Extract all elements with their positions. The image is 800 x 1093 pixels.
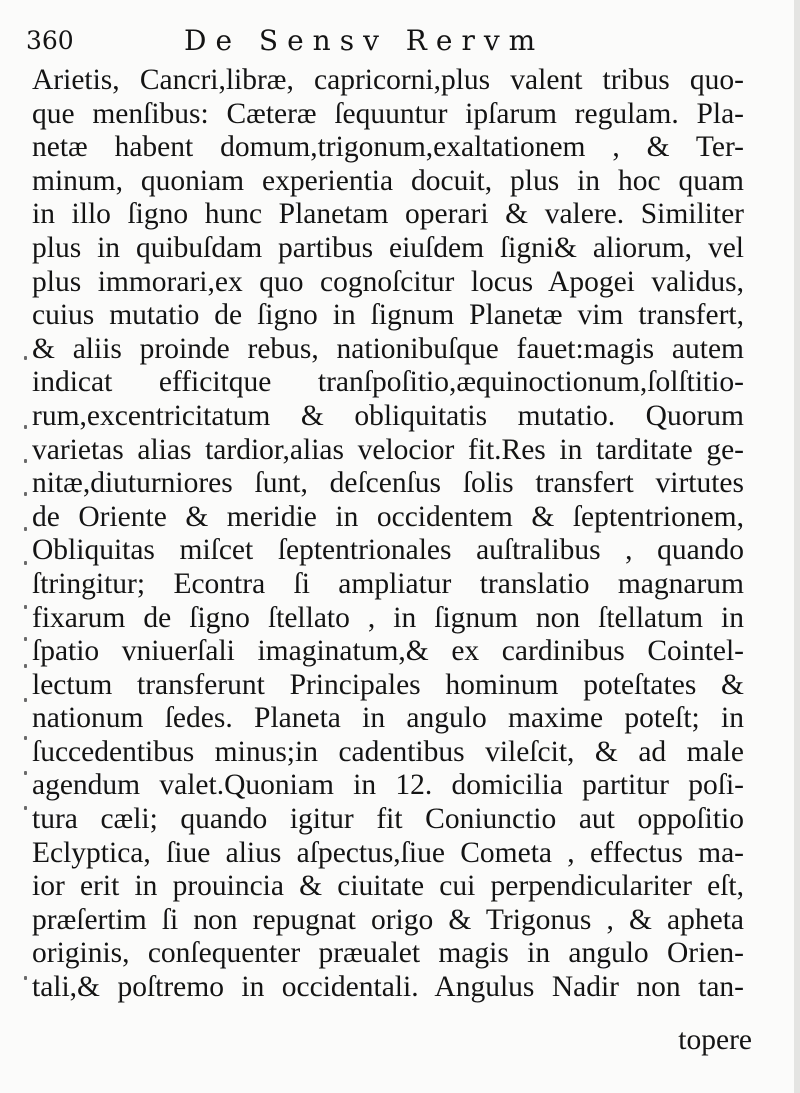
margin-mark [24, 976, 27, 980]
text-line: lectum transferunt Principales hominum poteſtates & [32, 668, 744, 701]
margin-mark [24, 806, 27, 810]
running-head: De Sensv Rervm [184, 24, 545, 57]
page-header [22, 20, 782, 60]
text-line: de Oriente & meridie in occidentem & ſeptentrionem, [32, 500, 744, 533]
margin-mark [24, 698, 27, 702]
text-line: ſpatio vniuerſali imaginatum,& ex cardinibus Cointel- [32, 635, 744, 668]
text-line: rum,excentricitatum & obliquitatis mutatio. Quorum [32, 399, 744, 432]
text-line: ior erit in prouincia & ciuitate cui perpendiculariter eſt, [32, 870, 744, 903]
margin-mark [24, 736, 27, 740]
text-line: Arietis, Cancri,libræ, capricorni,plus valent tribus quo- [32, 64, 744, 96]
margin-mark [24, 637, 27, 641]
text-line: minum, quoniam experientia docuit, plus in hoc quam [32, 164, 744, 197]
text-line: agendum valet.Quoniam in 12. domicilia partitur poſi- [32, 769, 744, 802]
text-line: ſuccedentibus minus;in cadentibus vileſcit, & ad male [32, 735, 744, 768]
margin-mark [24, 664, 27, 668]
margin-mark [24, 425, 27, 429]
text-line: cuius mutatio de ſigno in ſignum Planetæ vim transfert, [32, 299, 744, 332]
text-line: Obliquitas miſcet ſeptentrionales auſtralibus , quando [32, 534, 744, 567]
page-edge-shadow [794, 0, 800, 1093]
margin-mark [24, 771, 27, 775]
text-line: & aliis proinde rebus, nationibuſque fauet:magis autem [32, 332, 744, 365]
margin-mark [24, 492, 27, 496]
text-line: Eclyptica, ſiue alius aſpectus,ſiue Cometa , effectus ma- [32, 836, 744, 869]
text-line: originis, conſequenter præualet magis in angulo Orien- [32, 937, 744, 970]
page-number: 360 [26, 26, 74, 55]
text-line: fixarum de ſigno ſtellato , in ſignum non ſtellatum in [32, 601, 744, 634]
text-line: indicat efficitque tranſpoſitio,æquinoctionum,ſolſtitio- [32, 366, 744, 399]
text-line: varietas alias tardior,alias velocior fit.Res in tarditate ge- [32, 433, 744, 466]
text-line: tura cæli; quando igitur fit Coniunctio aut oppoſitio [32, 803, 744, 836]
catchword: topere [678, 1024, 752, 1056]
text-line: tali,& poſtremo in occidentali. Angulus Nadir non tan- [32, 971, 744, 1004]
text-line: nationum ſedes. Planeta in angulo maxime poteſt; in [32, 702, 744, 735]
text-line: ſtringitur; Econtra ſi ampliatur translatio magnarum [32, 567, 744, 600]
margin-mark [24, 459, 27, 463]
margin-mark [24, 527, 27, 531]
text-line: nitæ,diuturniores ſunt, deſcenſus ſolis transfert virtutes [32, 467, 744, 500]
text-line: in illo ſigno hunc Planetam operari & valere. Similiter [32, 198, 744, 231]
margin-mark [24, 356, 27, 360]
text-line: que menſibus: Cæteræ ſequuntur ipſarum regulam. Pla- [32, 97, 744, 130]
margin-mark [24, 561, 27, 565]
text-line: plus immorari,ex quo cognoſcitur locus Apogei validus, [32, 265, 744, 298]
margin-mark [24, 605, 27, 609]
text-line: plus in quibuſdam partibus eiuſdem ſigni& aliorum, vel [32, 231, 744, 264]
text-line: netæ habent domum,trigonum,exaltationem , & Ter- [32, 131, 744, 164]
text-line: præſertim ſi non repugnat origo & Trigonus , & apheta [32, 903, 744, 936]
body-text [32, 64, 744, 1005]
